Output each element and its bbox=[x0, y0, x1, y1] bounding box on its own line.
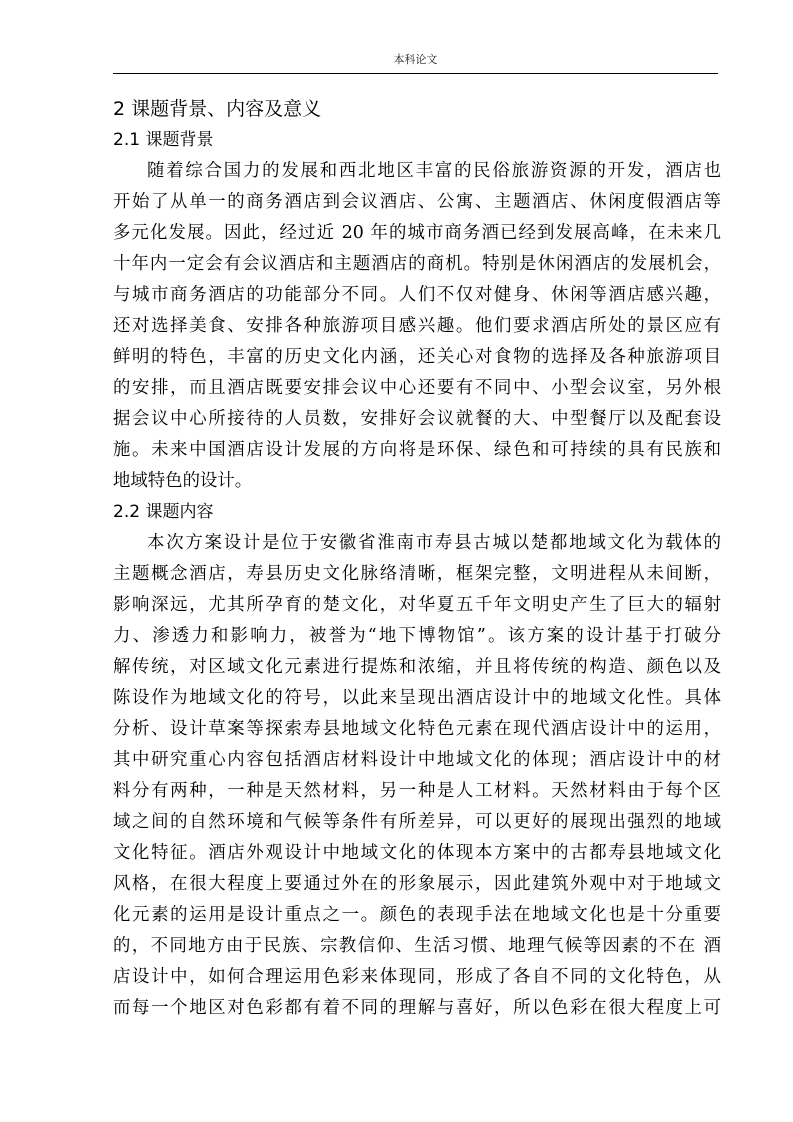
paragraph-line: 其中研究重心内容包括酒店材料设计中地域文化的体现；酒店设计中的材 bbox=[113, 750, 721, 770]
paragraph-line: 陈设作为地域文化的符号，以此来呈现出酒店设计中的地域文化性。具体 bbox=[113, 688, 721, 708]
paragraph-line: 的安排，而且酒店既要安排会议中心还要有不同中、小型会议室，另外根 bbox=[113, 378, 721, 398]
paragraph-line: 还对选择美食、安排各种旅游项目感兴趣。他们要求酒店所处的景区应有 bbox=[113, 316, 721, 336]
paragraph-line: 主题概念酒店，寿县历史文化脉络清晰，框架完整，文明进程从未间断， bbox=[113, 564, 721, 584]
paragraph-line: 据会议中心所接待的人员数，安排好会议就餐的大、中型餐厅以及配套设 bbox=[113, 409, 721, 429]
paragraph-line: 化元素的运用是设计重点之一。颜色的表现手法在地域文化也是十分重要 bbox=[113, 905, 721, 925]
paragraph-line: 十年内一定会有会议酒店和主题酒店的商机。特别是休闲酒店的发展机会， bbox=[113, 254, 721, 274]
document-body bbox=[113, 94, 721, 1024]
paragraph-line: 料分有两种，一种是天然材料，另一种是人工材料。天然材料由于每个区 bbox=[113, 781, 721, 801]
subsection-heading-background: 2.1 课题背景 bbox=[113, 130, 214, 150]
paragraph-line: 而每一个地区对色彩都有着不同的理解与喜好，所以色彩在很大程度上可 bbox=[113, 998, 721, 1018]
paragraph-background bbox=[113, 156, 721, 497]
paragraph-line: 开始了从单一的商务酒店到会议酒店、公寓、主题酒店、休闲度假酒店等 bbox=[113, 192, 721, 212]
paragraph-line: 与城市商务酒店的功能部分不同。人们不仅对健身、休闲等酒店感兴趣， bbox=[113, 285, 721, 305]
paragraph-line: 地域特色的设计。 bbox=[113, 471, 253, 491]
subsection-heading-content: 2.2 课题内容 bbox=[113, 502, 214, 522]
paragraph-line: 施。未来中国酒店设计发展的方向将是环保、绿色和可持续的具有民族和 bbox=[113, 440, 721, 460]
paragraph-line: 解传统，对区域文化元素进行提炼和浓缩，并且将传统的构造、颜色以及 bbox=[113, 657, 721, 677]
paragraph-line: 本次方案设计是位于安徽省淮南市寿县古城以楚都地域文化为载体的 bbox=[147, 533, 721, 553]
running-header: 本科论文 bbox=[393, 53, 438, 66]
paragraph-line: 多元化发展。因此，经过近 20 年的城市商务酒已经到发展高峰，在未来几 bbox=[113, 223, 721, 243]
paragraph-line: 的，不同地方由于民族、宗教信仰、生活习惯、地理气候等因素的不在 酒 bbox=[113, 936, 721, 956]
header-rule bbox=[113, 73, 718, 74]
paragraph-line: 分析、设计草案等探索寿县地域文化特色元素在现代酒店设计中的运用， bbox=[113, 719, 721, 739]
section-heading: 2 课题背景、内容及意义 bbox=[113, 98, 322, 120]
paragraph-line: 域之间的自然环境和气候等条件有所差异，可以更好的展现出强烈的地域 bbox=[113, 812, 721, 832]
paragraph-line: 文化特征。酒店外观设计中地域文化的体现本方案中的古都寿县地域文化 bbox=[113, 843, 721, 863]
paragraph-line: 力、渗透力和影响力，被誉为“地下博物馆”。该方案的设计基于打破分 bbox=[113, 626, 721, 646]
paragraph-line: 随着综合国力的发展和西北地区丰富的民俗旅游资源的开发，酒店也 bbox=[147, 161, 721, 181]
paragraph-line: 风格，在很大程度上要通过外在的形象展示，因此建筑外观中对于地域文 bbox=[113, 874, 721, 894]
paragraph-line: 鲜明的特色，丰富的历史文化内涵，还关心对食物的选择及各种旅游项目 bbox=[113, 347, 721, 367]
paragraph-line: 影响深远，尤其所孕育的楚文化，对华夏五千年文明史产生了巨大的辐射 bbox=[113, 595, 721, 615]
paragraph-line: 店设计中，如何合理运用色彩来体现同，形成了各自不同的文化特色，从 bbox=[113, 967, 721, 987]
paragraph-content bbox=[113, 528, 721, 1024]
